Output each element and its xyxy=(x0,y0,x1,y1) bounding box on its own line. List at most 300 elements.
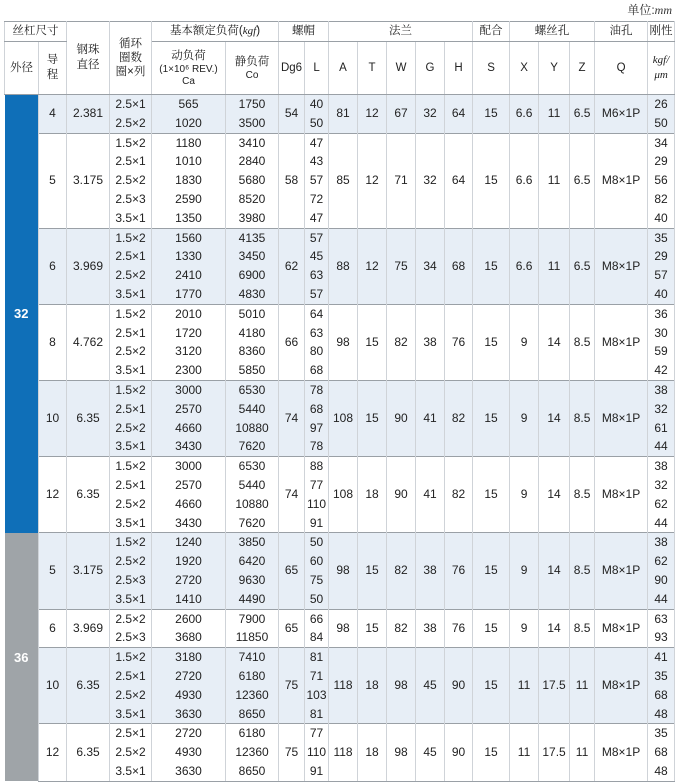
static-load-cell-value: 6420 xyxy=(238,554,266,569)
dyn-load-cell-value: 2570 xyxy=(175,477,202,492)
static-load-cell-value: 4490 xyxy=(238,591,266,606)
stiffness-cell xyxy=(648,648,675,724)
length-cell xyxy=(305,133,329,228)
ball-dia-cell: 3.175 xyxy=(67,133,110,228)
cell-a: 81 xyxy=(329,95,358,134)
cell-w: 82 xyxy=(387,609,416,648)
lead-cell: 8 xyxy=(39,304,67,380)
dyn-load-cell-value: 1720 xyxy=(175,325,202,340)
cell-z: 8.5 xyxy=(570,304,595,380)
header-H: H xyxy=(445,42,473,95)
stiff-unit-bottom: μm xyxy=(654,69,668,81)
length-cell xyxy=(305,228,329,304)
cell-x: 9 xyxy=(510,457,539,533)
dyn-load-title: 动负荷 xyxy=(171,49,206,62)
dyn-load-cell-value: 1770 xyxy=(175,286,202,301)
circuits-cell-value: 2.5×2 xyxy=(115,611,146,626)
cell-w: 82 xyxy=(387,304,416,380)
table-row xyxy=(5,457,675,533)
stiffness-cell xyxy=(648,380,675,456)
circuits-cell-value: 2.5×3 xyxy=(115,191,146,206)
header-load-group xyxy=(152,22,279,42)
length-cell-value: 71 xyxy=(309,668,324,683)
dyn-load-cell-value: 1180 xyxy=(175,135,202,150)
stiffness-cell-value: 32 xyxy=(654,477,668,492)
header-flange: 法兰 xyxy=(329,22,473,42)
static-load-cell-value: 6530 xyxy=(238,459,266,474)
stiffness-cell xyxy=(648,95,675,134)
circuits-cell-value: 1.5×2 xyxy=(115,135,146,150)
circuits-cell xyxy=(110,533,152,609)
dg6-cell: 62 xyxy=(279,228,305,304)
table-row xyxy=(5,533,675,609)
static-load-cell-value: 4135 xyxy=(238,230,266,245)
cell-y: 11 xyxy=(539,228,570,304)
dyn-load-cell-value: 1560 xyxy=(175,230,202,245)
circuits-cell-value: 2.5×2 xyxy=(115,268,146,283)
header-static-load xyxy=(226,42,279,95)
cell-h: 76 xyxy=(445,609,473,648)
unit-prefix: 单位: xyxy=(627,3,655,17)
cell-x: 11 xyxy=(510,724,539,781)
lead-cell: 4 xyxy=(39,95,67,134)
header-G: G xyxy=(416,42,445,95)
header-circuits: 循环 圈数 圈×列 xyxy=(110,22,152,95)
static-load-cell xyxy=(226,457,279,533)
cell-t: 18 xyxy=(358,457,387,533)
static-load-cell-value: 7900 xyxy=(238,611,266,626)
static-load-cell-value: 7620 xyxy=(238,515,266,530)
dyn-load-cell-value: 2720 xyxy=(175,726,202,741)
stiffness-cell-value: 82 xyxy=(654,191,668,206)
length-cell-value: 97 xyxy=(309,420,324,435)
length-cell xyxy=(305,648,329,724)
load-unit: kgf xyxy=(242,25,257,37)
cell-t: 12 xyxy=(358,95,387,134)
cell-x: 6.6 xyxy=(510,133,539,228)
dyn-load-cell-value: 3630 xyxy=(175,706,202,721)
static-load-cell-value: 3450 xyxy=(238,249,266,264)
length-cell-value: 81 xyxy=(309,650,324,665)
length-cell-value: 75 xyxy=(309,572,324,587)
cell-s: 15 xyxy=(473,228,510,304)
table-row xyxy=(5,648,675,724)
cell-g: 38 xyxy=(416,609,445,648)
header-stiffness: 刚性 xyxy=(648,22,675,42)
circuits-cell-value: 3.5×1 xyxy=(115,706,146,721)
cell-z: 8.5 xyxy=(570,380,595,456)
cell-h: 76 xyxy=(445,533,473,609)
length-cell-value: 50 xyxy=(309,535,324,550)
cell-x: 11 xyxy=(510,648,539,724)
stiffness-cell-value: 44 xyxy=(654,591,668,606)
circuits-cell-value: 1.5×2 xyxy=(115,650,146,665)
stiffness-cell-value: 90 xyxy=(654,572,668,587)
stiffness-cell-value: 68 xyxy=(654,745,668,760)
static-load-cell xyxy=(226,533,279,609)
stiffness-cell xyxy=(648,228,675,304)
dyn-load-cell-value: 1010 xyxy=(175,154,202,169)
table-row xyxy=(5,724,675,781)
header-Y: Y xyxy=(539,42,570,95)
cell-x: 6.6 xyxy=(510,228,539,304)
dyn-load-cell xyxy=(152,533,226,609)
cell-s: 15 xyxy=(473,724,510,781)
lead-cell: 5 xyxy=(39,133,67,228)
cell-y: 11 xyxy=(539,95,570,134)
stiffness-cell xyxy=(648,533,675,609)
circuits-cell-value: 1.5×2 xyxy=(115,382,146,397)
ball-dia-cell: 2.381 xyxy=(67,95,110,134)
length-cell xyxy=(305,724,329,781)
cell-z: 11 xyxy=(570,724,595,781)
header-dyn-load xyxy=(152,42,226,95)
stiffness-cell-value: 61 xyxy=(654,420,668,435)
cell-q: M6×1P xyxy=(595,95,648,134)
static-load-cell-value: 6180 xyxy=(238,726,266,741)
dg6-cell: 74 xyxy=(279,457,305,533)
stiffness-cell-value: 93 xyxy=(654,630,668,645)
dyn-load-cell-value: 3630 xyxy=(175,763,202,778)
circuits-cell-value: 2.5×1 xyxy=(115,249,146,264)
dyn-load-cell-value: 2570 xyxy=(175,401,202,416)
cell-g: 41 xyxy=(416,457,445,533)
length-cell-value: 63 xyxy=(309,268,324,283)
cell-q: M8×1P xyxy=(595,457,648,533)
stiffness-cell-value: 59 xyxy=(654,344,668,359)
ball-dia-cell: 6.35 xyxy=(67,724,110,781)
cell-s: 15 xyxy=(473,457,510,533)
dyn-load-cell-value: 565 xyxy=(178,97,199,111)
stiffness-cell-value: 41 xyxy=(654,650,668,665)
stiffness-cell-value: 36 xyxy=(654,306,668,321)
length-cell xyxy=(305,380,329,456)
cell-h: 82 xyxy=(445,457,473,533)
stiffness-cell-value: 26 xyxy=(654,97,668,111)
dyn-load-cell-value: 2010 xyxy=(175,306,202,321)
static-load-cell-value: 6530 xyxy=(238,382,266,397)
static-load-cell-value: 8520 xyxy=(238,191,266,206)
cell-w: 67 xyxy=(387,95,416,134)
dg6-cell: 74 xyxy=(279,380,305,456)
length-cell-value: 68 xyxy=(309,363,324,378)
header-Q: Q xyxy=(595,42,648,95)
static-load-cell-value: 6180 xyxy=(238,668,266,683)
stiffness-cell-value: 38 xyxy=(654,535,668,550)
static-load-cell-value: 1750 xyxy=(238,97,266,111)
cell-t: 15 xyxy=(358,609,387,648)
unit-label xyxy=(627,0,672,20)
circuits-cell xyxy=(110,133,152,228)
stiffness-cell-value: 68 xyxy=(654,687,668,702)
dyn-load-cell xyxy=(152,380,226,456)
stiffness-cell-value: 40 xyxy=(654,210,668,225)
length-cell xyxy=(305,609,329,648)
stiffness-cell-value: 29 xyxy=(654,249,668,264)
cell-z: 8.5 xyxy=(570,457,595,533)
dyn-load-cell-value: 1410 xyxy=(175,591,202,606)
cell-x: 9 xyxy=(510,380,539,456)
stiffness-cell-value: 56 xyxy=(654,173,668,188)
cell-a: 108 xyxy=(329,457,358,533)
cell-h: 64 xyxy=(445,133,473,228)
header-S: S xyxy=(473,42,510,95)
length-cell-value: 103 xyxy=(306,687,327,702)
stiffness-cell xyxy=(648,724,675,781)
static-load-cell-value: 6900 xyxy=(238,268,266,283)
circuits-cell xyxy=(110,609,152,648)
dyn-load-cell-value: 1330 xyxy=(175,249,202,264)
circuits-cell-value: 2.5×3 xyxy=(115,572,146,587)
circuits-cell-value: 2.5×2 xyxy=(115,496,146,511)
stiffness-cell-value: 44 xyxy=(654,439,668,454)
dyn-load-sym: Ca xyxy=(182,75,195,87)
length-cell-value: 78 xyxy=(309,382,324,397)
dg6-cell: 65 xyxy=(279,609,305,648)
cell-h: 82 xyxy=(445,380,473,456)
circuits-cell-value: 1.5×2 xyxy=(115,535,146,550)
dyn-load-cell xyxy=(152,648,226,724)
cell-h: 76 xyxy=(445,304,473,380)
stiffness-cell-value: 48 xyxy=(654,763,668,778)
static-load-cell-value: 5680 xyxy=(238,173,266,188)
dyn-load-sub: (1×10⁶ REV.) xyxy=(159,63,218,75)
cell-w: 71 xyxy=(387,133,416,228)
dyn-load-cell-value: 3430 xyxy=(175,515,202,530)
dg6-cell: 75 xyxy=(279,724,305,781)
length-cell-value: 66 xyxy=(309,611,324,626)
static-load-cell-value: 5440 xyxy=(238,401,266,416)
static-load-cell-value: 7620 xyxy=(238,439,266,454)
header-Z: Z xyxy=(570,42,595,95)
dyn-load-cell-value: 2410 xyxy=(175,268,202,283)
cell-g: 38 xyxy=(416,304,445,380)
cell-a: 118 xyxy=(329,648,358,724)
cell-h: 90 xyxy=(445,724,473,781)
ball-screw-spec-table xyxy=(4,21,675,782)
cell-x: 9 xyxy=(510,609,539,648)
ball-dia-cell: 6.35 xyxy=(67,457,110,533)
static-load-cell-value: 3850 xyxy=(238,535,266,550)
lead-cell: 10 xyxy=(39,380,67,456)
dyn-load-cell-value: 3430 xyxy=(175,439,202,454)
length-cell xyxy=(305,304,329,380)
dyn-load-cell-value: 1920 xyxy=(175,554,202,569)
circuits-cell-value: 2.5×2 xyxy=(115,115,146,130)
ball-dia-cell: 6.35 xyxy=(67,648,110,724)
cell-g: 34 xyxy=(416,228,445,304)
cell-x: 6.6 xyxy=(510,95,539,134)
header-A: A xyxy=(329,42,358,95)
circuits-cell-value: 2.5×2 xyxy=(115,420,146,435)
cell-w: 98 xyxy=(387,648,416,724)
dyn-load-cell-value: 3680 xyxy=(175,630,202,645)
circuits-cell xyxy=(110,304,152,380)
length-cell-value: 43 xyxy=(309,154,324,169)
circuits-cell-value: 3.5×1 xyxy=(115,515,146,530)
static-load-cell-value: 12360 xyxy=(235,687,269,702)
cell-g: 32 xyxy=(416,133,445,228)
cell-y: 14 xyxy=(539,457,570,533)
length-cell-value: 77 xyxy=(309,726,324,741)
static-load-cell xyxy=(226,648,279,724)
stiffness-cell-value: 29 xyxy=(654,154,668,169)
circuits-cell-value: 2.5×1 xyxy=(115,325,146,340)
circuits-cell xyxy=(110,648,152,724)
length-cell-value: 88 xyxy=(309,459,324,474)
cell-q: M8×1P xyxy=(595,380,648,456)
cell-s: 15 xyxy=(473,95,510,134)
stiffness-cell-value: 48 xyxy=(654,706,668,721)
static-load-cell xyxy=(226,133,279,228)
header-L: L xyxy=(305,42,329,95)
cell-q: M8×1P xyxy=(595,304,648,380)
header-fit: 配合 xyxy=(473,22,510,42)
header-X: X xyxy=(510,42,539,95)
header-oil-hole: 油孔 xyxy=(595,22,648,42)
dyn-load-cell xyxy=(152,95,226,134)
cell-w: 98 xyxy=(387,724,416,781)
dyn-load-cell-value: 4660 xyxy=(175,420,202,435)
table-row xyxy=(5,380,675,456)
lead-cell: 5 xyxy=(39,533,67,609)
cell-w: 90 xyxy=(387,380,416,456)
static-load-cell-value: 3980 xyxy=(238,210,266,225)
header-stiff-unit xyxy=(648,42,675,95)
circuits-cell-value: 2.5×2 xyxy=(115,344,146,359)
static-load-cell-value: 12360 xyxy=(235,745,269,760)
cell-w: 75 xyxy=(387,228,416,304)
cell-z: 6.5 xyxy=(570,95,595,134)
circuits-cell-value: 1.5×2 xyxy=(115,230,146,245)
length-cell-value: 57 xyxy=(309,286,324,301)
cell-g: 45 xyxy=(416,648,445,724)
table-row xyxy=(5,95,675,134)
circuits-cell-value: 2.5×2 xyxy=(115,687,146,702)
cell-q: M8×1P xyxy=(595,724,648,781)
header-od: 外径 xyxy=(5,42,39,95)
length-cell-value: 57 xyxy=(309,230,324,245)
cell-w: 90 xyxy=(387,457,416,533)
length-cell-value: 50 xyxy=(309,591,324,606)
dg6-cell: 66 xyxy=(279,304,305,380)
static-load-cell xyxy=(226,95,279,134)
static-load-cell-value: 5010 xyxy=(238,306,266,321)
cell-y: 14 xyxy=(539,609,570,648)
static-load-title: 静负荷 xyxy=(234,55,270,68)
cell-g: 38 xyxy=(416,533,445,609)
static-load-cell-value: 8360 xyxy=(238,344,266,359)
header-dg6: Dg6 xyxy=(279,42,305,95)
dg6-cell: 65 xyxy=(279,533,305,609)
cell-z: 6.5 xyxy=(570,133,595,228)
static-load-cell xyxy=(226,304,279,380)
circuits-cell-value: 1.5×2 xyxy=(115,459,146,474)
circuits-cell-value: 3.5×1 xyxy=(115,286,146,301)
cell-q: M8×1P xyxy=(595,133,648,228)
stiffness-cell-value: 57 xyxy=(654,268,668,283)
cell-z: 8.5 xyxy=(570,533,595,609)
length-cell-value: 80 xyxy=(309,344,324,359)
static-load-cell-value: 11850 xyxy=(235,630,269,645)
header-ball-dia: 钢珠 直径 xyxy=(67,22,110,95)
cell-a: 98 xyxy=(329,533,358,609)
dg6-cell: 75 xyxy=(279,648,305,724)
lead-cell: 12 xyxy=(39,724,67,781)
length-cell xyxy=(305,95,329,134)
header-W: W xyxy=(387,42,416,95)
load-group-close: ) xyxy=(256,25,261,37)
cell-q: M8×1P xyxy=(595,533,648,609)
static-load-cell xyxy=(226,228,279,304)
circuits-cell-value: 2.5×1 xyxy=(115,668,146,683)
cell-s: 15 xyxy=(473,533,510,609)
cell-t: 15 xyxy=(358,304,387,380)
stiffness-cell-value: 38 xyxy=(654,382,668,397)
dyn-load-cell xyxy=(152,304,226,380)
cell-g: 41 xyxy=(416,380,445,456)
circuits-cell-value: 3.5×1 xyxy=(115,439,146,454)
cell-g: 45 xyxy=(416,724,445,781)
dg6-cell: 58 xyxy=(279,133,305,228)
circuits-cell-value: 2.5×2 xyxy=(115,554,146,569)
header-bolt-hole: 螺丝孔 xyxy=(510,22,595,42)
dyn-load-cell-value: 3000 xyxy=(175,382,202,397)
cell-a: 108 xyxy=(329,380,358,456)
stiffness-cell-value: 63 xyxy=(654,611,668,626)
dyn-load-cell-value: 2590 xyxy=(175,191,202,206)
static-load-cell-value: 5850 xyxy=(238,363,266,378)
circuits-cell-value: 2.5×1 xyxy=(115,726,146,741)
stiffness-cell-value: 38 xyxy=(654,459,668,474)
static-load-cell-value: 3500 xyxy=(238,115,266,130)
dyn-load-cell xyxy=(152,609,226,648)
dyn-load-cell-value: 4930 xyxy=(175,687,202,702)
lead-cell: 12 xyxy=(39,457,67,533)
table-body xyxy=(5,95,675,782)
stiffness-cell-value: 62 xyxy=(654,554,668,569)
circuits-cell-value: 2.5×1 xyxy=(115,477,146,492)
static-load-cell-value: 8650 xyxy=(238,763,266,778)
cell-y: 17.5 xyxy=(539,648,570,724)
static-load-cell-value: 9630 xyxy=(238,572,266,587)
cell-h: 68 xyxy=(445,228,473,304)
cell-w: 82 xyxy=(387,533,416,609)
cell-t: 15 xyxy=(358,533,387,609)
dyn-load-cell-value: 3000 xyxy=(175,459,202,474)
outer-diameter-cell: 36 xyxy=(5,533,39,781)
length-cell-value: 77 xyxy=(309,477,324,492)
dyn-load-cell-value: 4660 xyxy=(175,496,202,511)
dyn-load-cell-value: 1020 xyxy=(175,115,202,130)
cell-y: 14 xyxy=(539,304,570,380)
table-header xyxy=(5,22,675,95)
circuits-cell-value: 2.5×1 xyxy=(115,154,146,169)
length-cell-value: 47 xyxy=(309,135,324,150)
cell-z: 6.5 xyxy=(570,228,595,304)
stiffness-cell-value: 50 xyxy=(654,115,668,130)
length-cell-value: 110 xyxy=(306,745,327,760)
cell-t: 12 xyxy=(358,133,387,228)
static-load-cell xyxy=(226,380,279,456)
cell-t: 15 xyxy=(358,380,387,456)
static-load-cell-value: 4830 xyxy=(238,286,266,301)
static-load-cell-value: 7410 xyxy=(238,650,266,665)
table-row xyxy=(5,133,675,228)
lead-cell: 6 xyxy=(39,609,67,648)
dyn-load-cell xyxy=(152,724,226,781)
length-cell-value: 40 xyxy=(309,97,324,111)
